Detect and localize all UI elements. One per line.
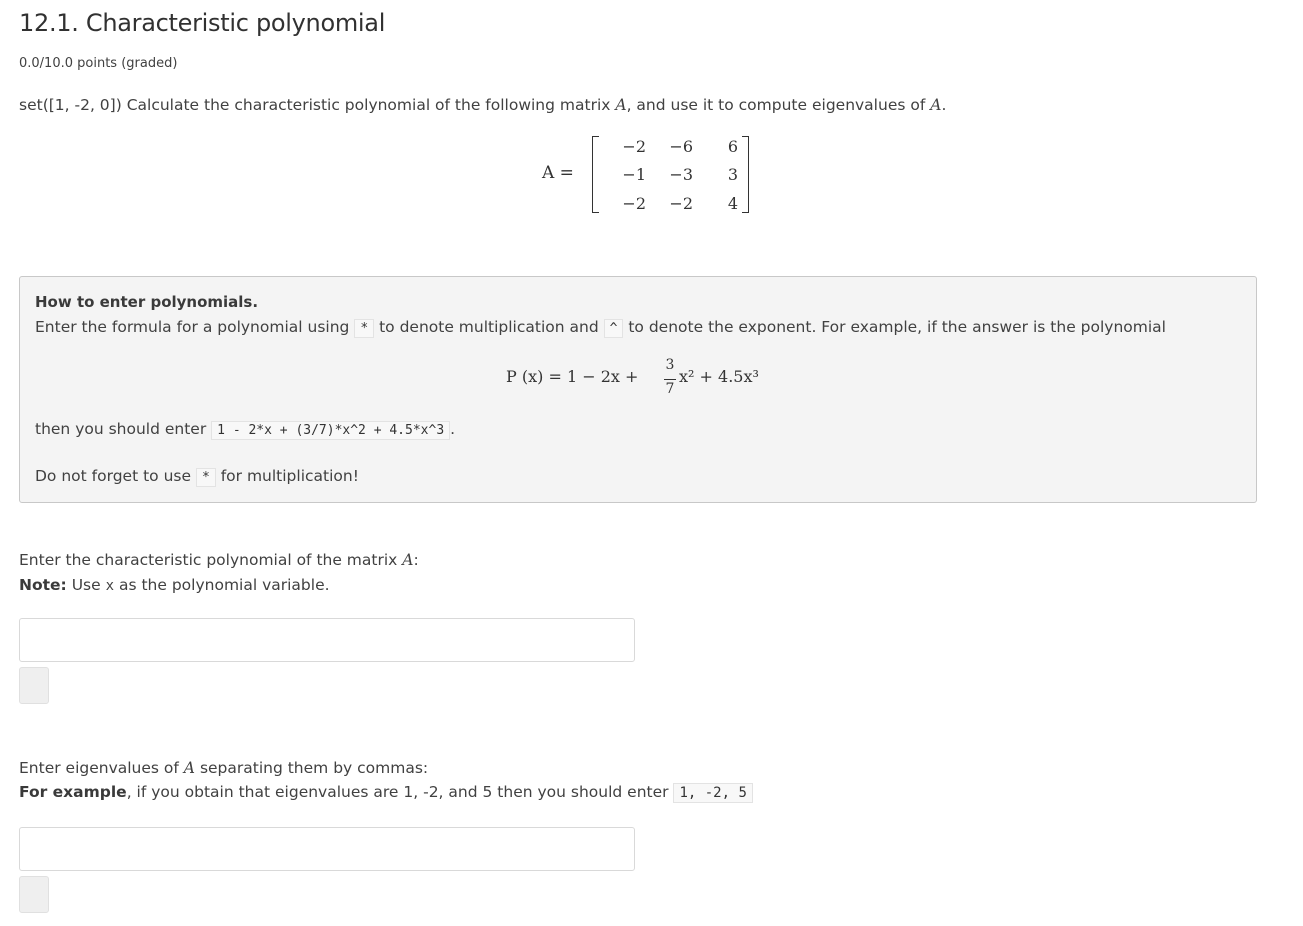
prompt-text: Enter the characteristic polynomial of the matrix [19, 551, 398, 569]
exp-symbol-code: ^ [604, 319, 624, 338]
help-text: Enter the formula for a polynomial using [35, 318, 350, 336]
help-text: then you should enter [35, 420, 207, 438]
example-entry-code: 1 - 2*x + (3/7)*x^2 + 4.5*x^3 [211, 421, 450, 440]
matrix-var: A [402, 551, 414, 569]
part1-prompt [19, 551, 419, 569]
prompt-text: Enter eigenvalues of [19, 759, 179, 777]
matrix-cell: −1 [622, 165, 646, 184]
question-text [19, 96, 946, 114]
part2-example [19, 783, 753, 801]
eigenvalues-input[interactable] [19, 827, 635, 871]
matrix-right-bracket [742, 136, 749, 213]
help-text: for multiplication! [220, 467, 359, 485]
help-text: to denote multiplication and [379, 318, 599, 336]
matrix-cell: −2 [669, 194, 693, 213]
help-text: to denote the exponent. For example, if the answer is the polynomial [628, 318, 1166, 336]
note-text: Use [71, 576, 101, 594]
formula-left: P (x) = 1 − 2x + [506, 367, 639, 386]
help-text: . [450, 420, 456, 438]
points-status: 0.0/10.0 points (graded) [19, 56, 178, 71]
matrix-var: A [930, 96, 942, 114]
help-example-entry [35, 420, 455, 438]
page-title: 12.1. Characteristic polynomial [19, 9, 386, 37]
matrix-cell: 4 [727, 194, 738, 213]
matrix-var: A [615, 96, 627, 114]
help-heading: How to enter polynomials. [35, 293, 259, 311]
matrix-cell: −2 [622, 137, 646, 156]
part1-note [19, 576, 330, 594]
question-mid: , and use it to compute eigenvalues of [626, 96, 926, 114]
part2-prompt [19, 759, 428, 777]
formula-right: x² + 4.5x³ [679, 367, 759, 386]
mult-symbol-code: * [196, 468, 216, 487]
question-prefix: set([1, -2, 0]) Calculate the characteristic polynomial of the following matrix [19, 96, 611, 114]
matrix-cell: −6 [669, 137, 693, 156]
characteristic-polynomial-input[interactable] [19, 618, 635, 662]
example-text: , if you obtain that eigenvalues are 1, -2, and 5 then you should enter [126, 783, 669, 801]
fraction-numerator: 3 [665, 357, 675, 373]
matrix-label: A = [542, 163, 574, 183]
polynomial-help-box [19, 276, 1257, 503]
help-reminder [35, 467, 359, 485]
note-label: Note: [19, 576, 67, 594]
prompt-text: separating them by commas: [199, 759, 429, 777]
prompt-text: : [413, 551, 419, 569]
example-label: For example [19, 783, 127, 801]
matrix-var: A [183, 759, 195, 777]
preview-button-2[interactable] [19, 876, 49, 913]
matrix-cell: 6 [727, 137, 738, 156]
help-instructions [35, 318, 1166, 336]
matrix-cell: 3 [727, 165, 738, 184]
preview-button-1[interactable] [19, 667, 49, 704]
mult-symbol-code: * [354, 319, 374, 338]
eigenvalue-example-code: 1, -2, 5 [673, 783, 752, 803]
help-text: Do not forget to use [35, 467, 191, 485]
matrix-display [542, 133, 762, 215]
matrix-left-bracket [592, 136, 599, 213]
note-text: as the polynomial variable. [118, 576, 330, 594]
question-suffix: . [941, 96, 947, 114]
fraction-bar [664, 379, 676, 380]
variable-code: x [105, 578, 115, 594]
fraction-denominator: 7 [665, 381, 675, 397]
matrix-cell: −3 [669, 165, 693, 184]
matrix-cell: −2 [622, 194, 646, 213]
